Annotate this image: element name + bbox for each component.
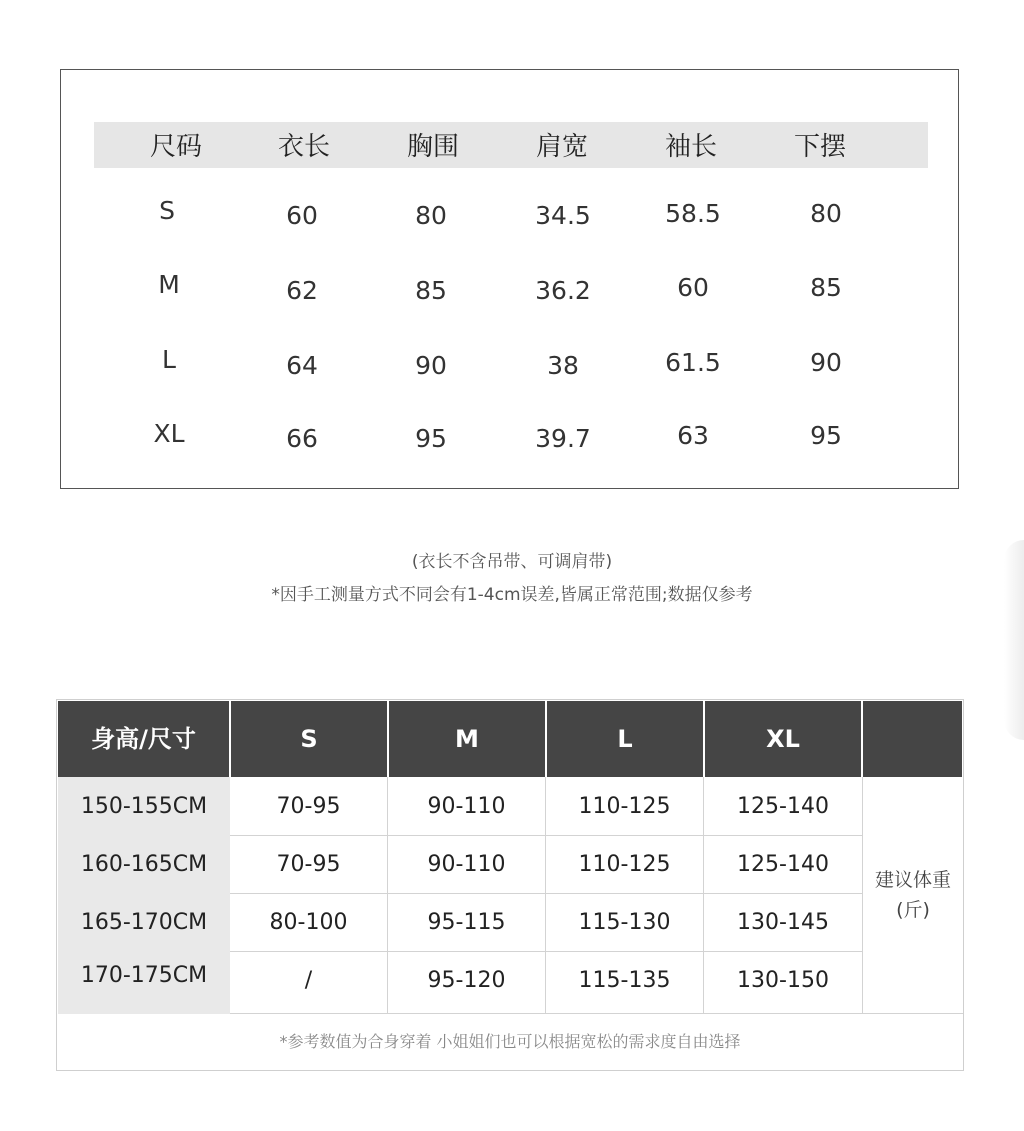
row-label-height: 160-165CM xyxy=(58,836,230,894)
size-cell: 90 xyxy=(810,348,842,377)
header-xl: XL xyxy=(705,701,863,777)
header-empty xyxy=(863,701,962,777)
size-cell: XL xyxy=(153,419,185,448)
note-measurement-error: *因手工测量方式不同会有1-4cm误差,皆属正常范围;数据仅参考 xyxy=(271,585,753,605)
edge-shadow xyxy=(1004,540,1024,740)
header-shoulder: 肩宽 xyxy=(535,132,588,162)
size-cell: 66 xyxy=(286,424,318,453)
weight-table-footer-note: *参考数值为合身穿着 小姐姐们也可以根据宽松的需求度自由选择 xyxy=(279,1032,741,1051)
suggested-weight-note xyxy=(863,777,963,1014)
size-cell: L xyxy=(162,345,176,374)
size-cell: 60 xyxy=(677,273,709,302)
size-chart-table xyxy=(60,69,959,489)
header-bust: 胸围 xyxy=(406,132,459,162)
header-size: 尺码 xyxy=(149,132,202,162)
size-cell: 90 xyxy=(415,351,447,380)
weight-cell: 130-145 xyxy=(704,894,863,952)
weight-table-header xyxy=(58,701,962,777)
size-cell: 39.7 xyxy=(535,424,591,453)
size-cell: 62 xyxy=(286,276,318,305)
weight-cell: 70-95 xyxy=(230,836,388,894)
size-cell: M xyxy=(158,270,180,299)
weight-recommendation-table xyxy=(56,699,964,1071)
size-cell: 34.5 xyxy=(535,201,591,230)
size-cell: 95 xyxy=(810,421,842,450)
header-s: S xyxy=(231,701,389,777)
weight-cell: 95-115 xyxy=(388,894,546,952)
weight-cell: 110-125 xyxy=(546,777,704,836)
size-cell: 95 xyxy=(415,424,447,453)
size-cell: 63 xyxy=(677,421,709,450)
header-height-size: 身高/尺寸 xyxy=(58,701,231,777)
size-cell: 61.5 xyxy=(665,348,721,377)
weight-cell: 90-110 xyxy=(388,777,546,836)
size-cell: 36.2 xyxy=(535,276,591,305)
weight-cell: 125-140 xyxy=(704,777,863,836)
header-m: M xyxy=(389,701,547,777)
weight-cell: 90-110 xyxy=(388,836,546,894)
note-length-excludes-straps: (衣长不含吊带、可调肩带) xyxy=(411,552,613,572)
header-length: 衣长 xyxy=(277,132,330,162)
weight-cell: 70-95 xyxy=(230,777,388,836)
header-l: L xyxy=(547,701,705,777)
size-cell: 85 xyxy=(810,273,842,302)
size-cell: S xyxy=(159,196,175,225)
row-label-height: 165-170CM xyxy=(58,894,230,952)
weight-cell: 130-150 xyxy=(704,952,863,1014)
size-cell: 80 xyxy=(415,201,447,230)
row-label-height: 150-155CM xyxy=(58,777,230,836)
weight-cell: / xyxy=(230,952,388,1014)
size-cell: 38 xyxy=(547,351,579,380)
size-cell: 60 xyxy=(286,201,318,230)
weight-cell: 95-120 xyxy=(388,952,546,1014)
weight-cell: 115-130 xyxy=(546,894,704,952)
size-cell: 58.5 xyxy=(665,199,721,228)
row-label-height: 170-175CM xyxy=(58,952,230,1014)
weight-unit-label: (斤) xyxy=(896,899,930,921)
weight-cell: 125-140 xyxy=(704,836,863,894)
header-sleeve: 袖长 xyxy=(664,132,717,162)
size-cell: 64 xyxy=(286,351,318,380)
weight-cell: 115-135 xyxy=(546,952,704,1014)
size-cell: 85 xyxy=(415,276,447,305)
weight-cell: 80-100 xyxy=(230,894,388,952)
header-hem: 下摆 xyxy=(793,132,846,162)
weight-cell: 110-125 xyxy=(546,836,704,894)
size-cell: 80 xyxy=(810,199,842,228)
suggested-weight-label: 建议体重 xyxy=(874,869,951,891)
